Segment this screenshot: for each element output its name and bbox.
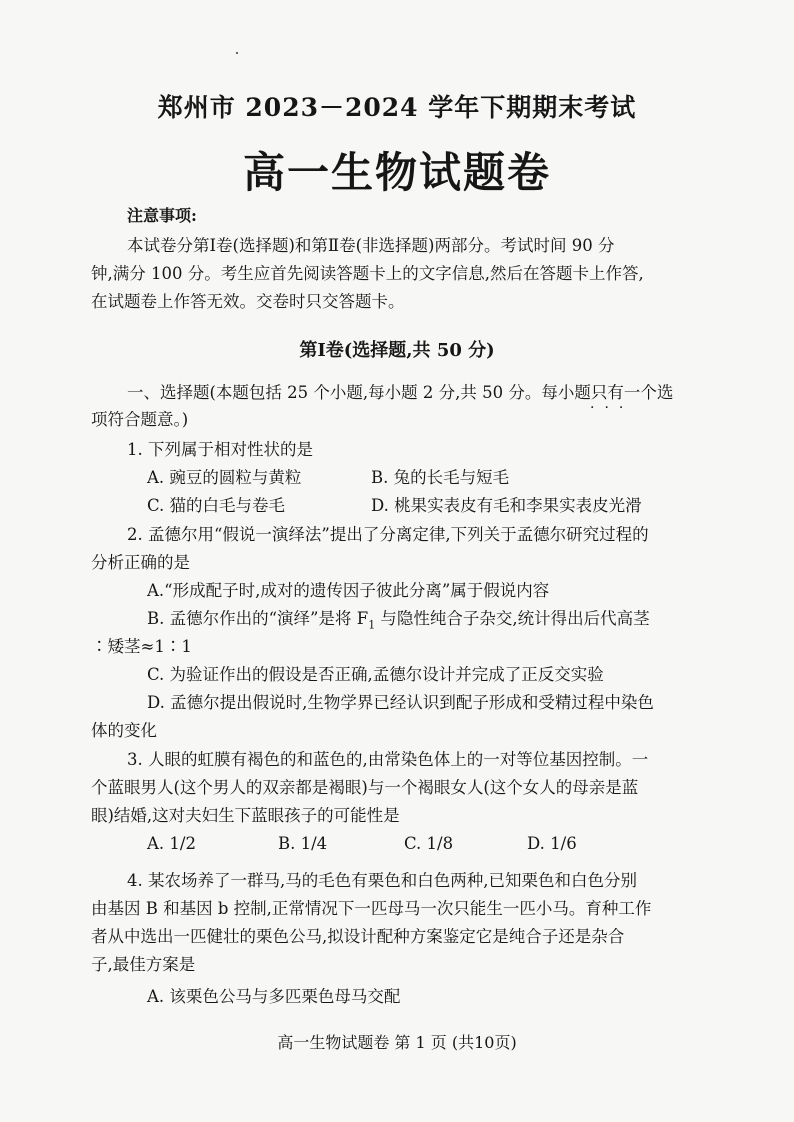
q4-stem-4: 子,最佳方案是 [91,955,196,974]
q3-stem-1: 3. 人眼的虹膜有褐色的和蓝色的,由常染色体上的一对等位基因控制。一 [127,750,649,769]
q2-stem-1: 2. 孟德尔用“假说一演绎法”提出了分离定律,下列关于孟德尔研究过程的 [127,525,649,544]
q1-option-c: C. 猫的白毛与卷毛 [147,496,286,515]
q4-stem-3: 者从中选出一匹健壮的栗色公马,拟设计配种方案鉴定它是纯合子还是杂合 [91,927,625,946]
q3-option-d: D. 1/6 [527,834,577,853]
part-one-line-2: 项符合题意。) [91,410,189,429]
q2-option-b-pre: B. 孟德尔作出的“演绎”是将 F [147,609,369,628]
part-one-line-1: 一、选择题(本题包括 25 个小题,每小题 2 分,共 50 分。每小题只有一个选 [127,383,674,402]
notice-line-1: 本试卷分第Ⅰ卷(选择题)和第Ⅱ卷(非选择题)两部分。考试时间 90 分 [127,236,615,255]
q1-stem: 1. 下列属于相对性状的是 [127,440,313,459]
q3-option-b: B. 1/4 [278,834,328,853]
notice-heading: 注意事项: [127,206,197,225]
q2-option-c: C. 为验证作出的假设是否正确,孟德尔设计并完成了正反交实验 [147,665,604,684]
q1-option-a: A. 豌豆的圆粒与黄粒 [147,468,302,487]
q2-option-b-line-1 [147,611,650,630]
q3-stem-2: 个蓝眼男人(这个男人的双亲都是褐眼)与一个褐眼女人(这个女人的母亲是蓝 [91,778,639,797]
notice-line-3: 在试题卷上作答无效。交卷时只交答题卡。 [91,292,405,311]
q2-option-b-sub: 1 [368,618,376,632]
section-title: 第Ⅰ卷(选择题,共 50 分) [299,340,495,361]
emphasis-dots: ··· [590,400,634,416]
q2-option-d-line-2: 体的变化 [91,721,157,740]
q2-stem-2: 分析正确的是 [91,553,190,572]
q2-option-a: A.“形成配子时,成对的遗传因子彼此分离”属于假说内容 [147,581,550,600]
q3-option-c: C. 1/8 [404,834,454,853]
q1-option-b: B. 兔的长毛与短毛 [371,468,510,487]
q3-option-a: A. 1/2 [147,834,196,853]
q3-stem-3: 眼)结婚,这对夫妇生下蓝眼孩子的可能性是 [91,806,400,825]
q4-stem-2: 由基因 B 和基因 b 控制,正常情况下一匹母马一次只能生一匹小马。育种工作 [91,899,652,918]
q2-option-d-line-1: D. 孟德尔提出假说时,生物学界已经认识到配子形成和受精过程中染色 [147,693,654,712]
scan-speck [236,52,238,54]
q1-option-d: D. 桃果实表皮有毛和李果实表皮光滑 [371,496,642,515]
exam-subtitle: 高一生物试题卷 [242,148,551,197]
notice-line-2: 钟,满分 100 分。考生应首先阅读答题卡上的文字信息,然后在答题卡上作答, [91,264,644,283]
exam-title: 郑州市 2023－2024 学年下期期末考试 [157,93,637,122]
q2-option-b-line-2: ∶矮茎≈1∶1 [91,637,192,656]
page-footer: 高一生物试题卷 第 1 页 (共10页) [277,1033,517,1052]
q4-stem-1: 4. 某农场养了一群马,马的毛色有栗色和白色两种,已知栗色和白色分别 [127,871,637,890]
q2-option-b-post: 与隐性纯合子杂交,统计得出后代高茎 [375,609,650,628]
q4-option-a: A. 该栗色公马与多匹栗色母马交配 [147,987,401,1006]
